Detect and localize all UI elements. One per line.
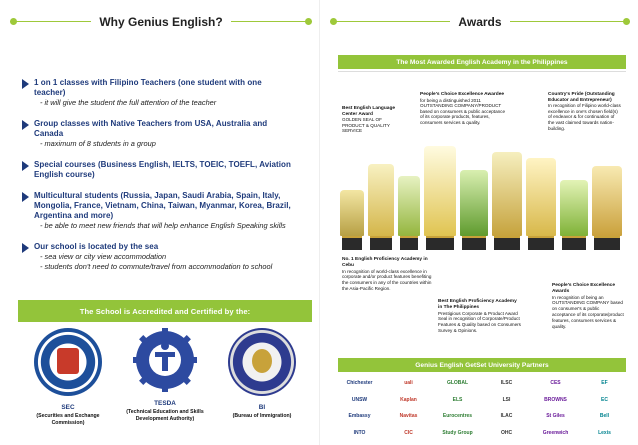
bullet-triangle-icon [22,161,29,171]
partner-logo: ILAC [500,413,513,420]
award-body: Prestigious Corporate & Product Award Seal in recognition of Corporate/Product Features & Quality based on Consumers Survey & Opinions. [438,310,521,333]
trophy [526,158,556,250]
partner-logo: Eurocentres [442,413,473,420]
trophy [492,152,522,250]
accreditor-name: BI [258,404,266,411]
award-caption [420,92,508,126]
rule-dot [10,18,17,25]
benefit-detail: - be able to meet new friends that will help enhance English Speaking skills [40,221,286,230]
partner-logo: ELS [452,396,463,403]
award-body: In recognition of Filipino world-class excellence in one's chosen field(s) of endeavor & for continuation of the vast claimed towards nation-building. [548,103,621,131]
rule-dot [623,18,630,25]
awards-banner: The Most Awarded English Academy in the Philippines [338,55,626,69]
benefit-detail: - students don't need to commute/travel from accommodation to school [40,262,273,271]
award-title: Country's Pride (Outstanding Educator and Entrepreneur) [548,92,615,103]
right-title: Awards [450,15,509,29]
benefit-heading: Special courses (Business English, IELTS, TOEIC, TOEFL, Aviation English course) [34,160,291,179]
accreditor-bi [222,328,302,420]
sec-seal-icon [34,328,102,396]
partner-logo: Lexis [598,429,611,436]
benefit-item [22,119,294,149]
page-fold [319,0,320,445]
award-captions-lower [338,255,626,350]
partner-logo: OHC [500,429,513,436]
rule-dot [330,18,337,25]
accreditor-name: SEC [61,404,75,411]
benefit-item [22,242,294,272]
benefit-list [22,78,294,283]
award-title: No. 1 English Proficiency Academy in Cebu [342,257,428,268]
benefit-item [22,160,294,180]
partner-logo: Greenwich [542,429,569,436]
benefit-item [22,78,294,108]
partner-logo: uali [404,380,413,387]
benefit-heading: 1 on 1 classes with Filipino Teachers (one student with one teacher) [34,78,262,97]
partner-logo: St Giles [546,413,565,420]
accreditor-tesda [120,328,210,423]
partner-logo: Chichester [346,380,373,387]
accreditor-name: TESDA [154,400,176,407]
trophy [340,190,364,250]
trophy [592,166,622,250]
award-body: In recognition of being an OUTSTANDING COMPANY based on consumer's & public acceptance of its corporate/product features, consumers services & quality. [552,294,624,329]
bullet-triangle-icon [22,79,29,89]
partner-logo: ILSC [500,380,513,387]
partner-logo: LSI [502,396,511,403]
right-header [330,8,630,36]
partner-logo: Bell [599,413,610,420]
award-caption [552,283,624,329]
accreditor-fullname: (Technical Education and Skills Development Authority) [126,409,204,422]
partner-logo: Study Group [442,429,473,436]
partner-logo: CES [550,380,561,387]
partner-logo: Kaplan [400,396,417,403]
partner-logo: UNSW [351,396,368,403]
accreditation-banner: The School is Accredited and Certified by the: [18,300,312,322]
trophy [560,180,588,250]
bullet-triangle-icon [22,120,29,130]
partner-logo: Embassy [348,413,371,420]
trophy [398,176,420,250]
benefit-detail: - maximum of 8 students in a group [40,139,156,148]
benefit-heading: Multicultural students (Russia, Japan, Saudi Arabia, Spain, Italy, Mongolia, France, Vietnam, China, Taiwan, Myanmar, Korea, Brazil, Argentina and more) [34,191,291,220]
left-header [10,8,312,36]
partner-logo: GLOBAL [446,380,469,387]
trophy-group [338,132,626,250]
partner-logo: INTO [353,429,366,436]
partner-logo: CIC [404,429,413,436]
partner-logo: Navitas [399,413,418,420]
partner-logo: EC [601,396,608,403]
bullet-triangle-icon [22,192,29,202]
award-body: for being a distinguished 2011 OUTSTANDING COMPANY/PRODUCT based on consumers & public acceptance of its corporate products, features, consumers services & quality. [420,97,506,125]
award-title: Best English Proficiency Academy in The Philippines [438,299,517,310]
bullet-triangle-icon [22,243,29,253]
tesda-gear-icon [133,328,197,392]
benefit-detail: - it will give the student the full attention of the teacher [40,98,217,107]
accreditor-fullname: (Securities and Exchange Commission) [36,413,100,426]
accreditor-sec [28,328,108,427]
partner-logos [338,376,626,440]
trophy [460,170,488,250]
partner-logo: BROWNS [544,396,567,403]
accreditor-fullname: (Bureau of Immigration) [232,413,292,419]
award-caption [342,106,402,134]
left-title: Why Genius English? [91,15,230,29]
benefit-heading: Our school is located by the sea [34,242,159,251]
award-title: People's Choice Excellence Awardee [420,92,505,97]
award-title: Best English Language Center Award [342,106,396,117]
trophy [368,164,394,250]
award-caption [342,257,432,292]
award-body: GOLDEN SEAL OF PRODUCT & QUALITY SERVICE [342,117,390,134]
award-caption [548,92,622,131]
benefit-detail: - sea view or city view accommodation [40,252,167,261]
rule-dot [305,18,312,25]
award-body: In recognition of world-class excellence in corporate and/or product features benefiting the consumers in any of the countries within the Asia-Pacific Region. [342,268,432,291]
award-caption [438,299,522,334]
partner-logo: EF [601,380,608,387]
benefit-item [22,191,294,231]
award-title: People's Choice Excellence Awards [552,283,615,294]
trophy [424,146,456,250]
benefit-heading: Group classes with Native Teachers from USA, Australia and Canada [34,119,268,138]
bi-seal-icon [228,328,296,396]
partners-banner: Genius English GetSet University Partners [338,358,626,372]
